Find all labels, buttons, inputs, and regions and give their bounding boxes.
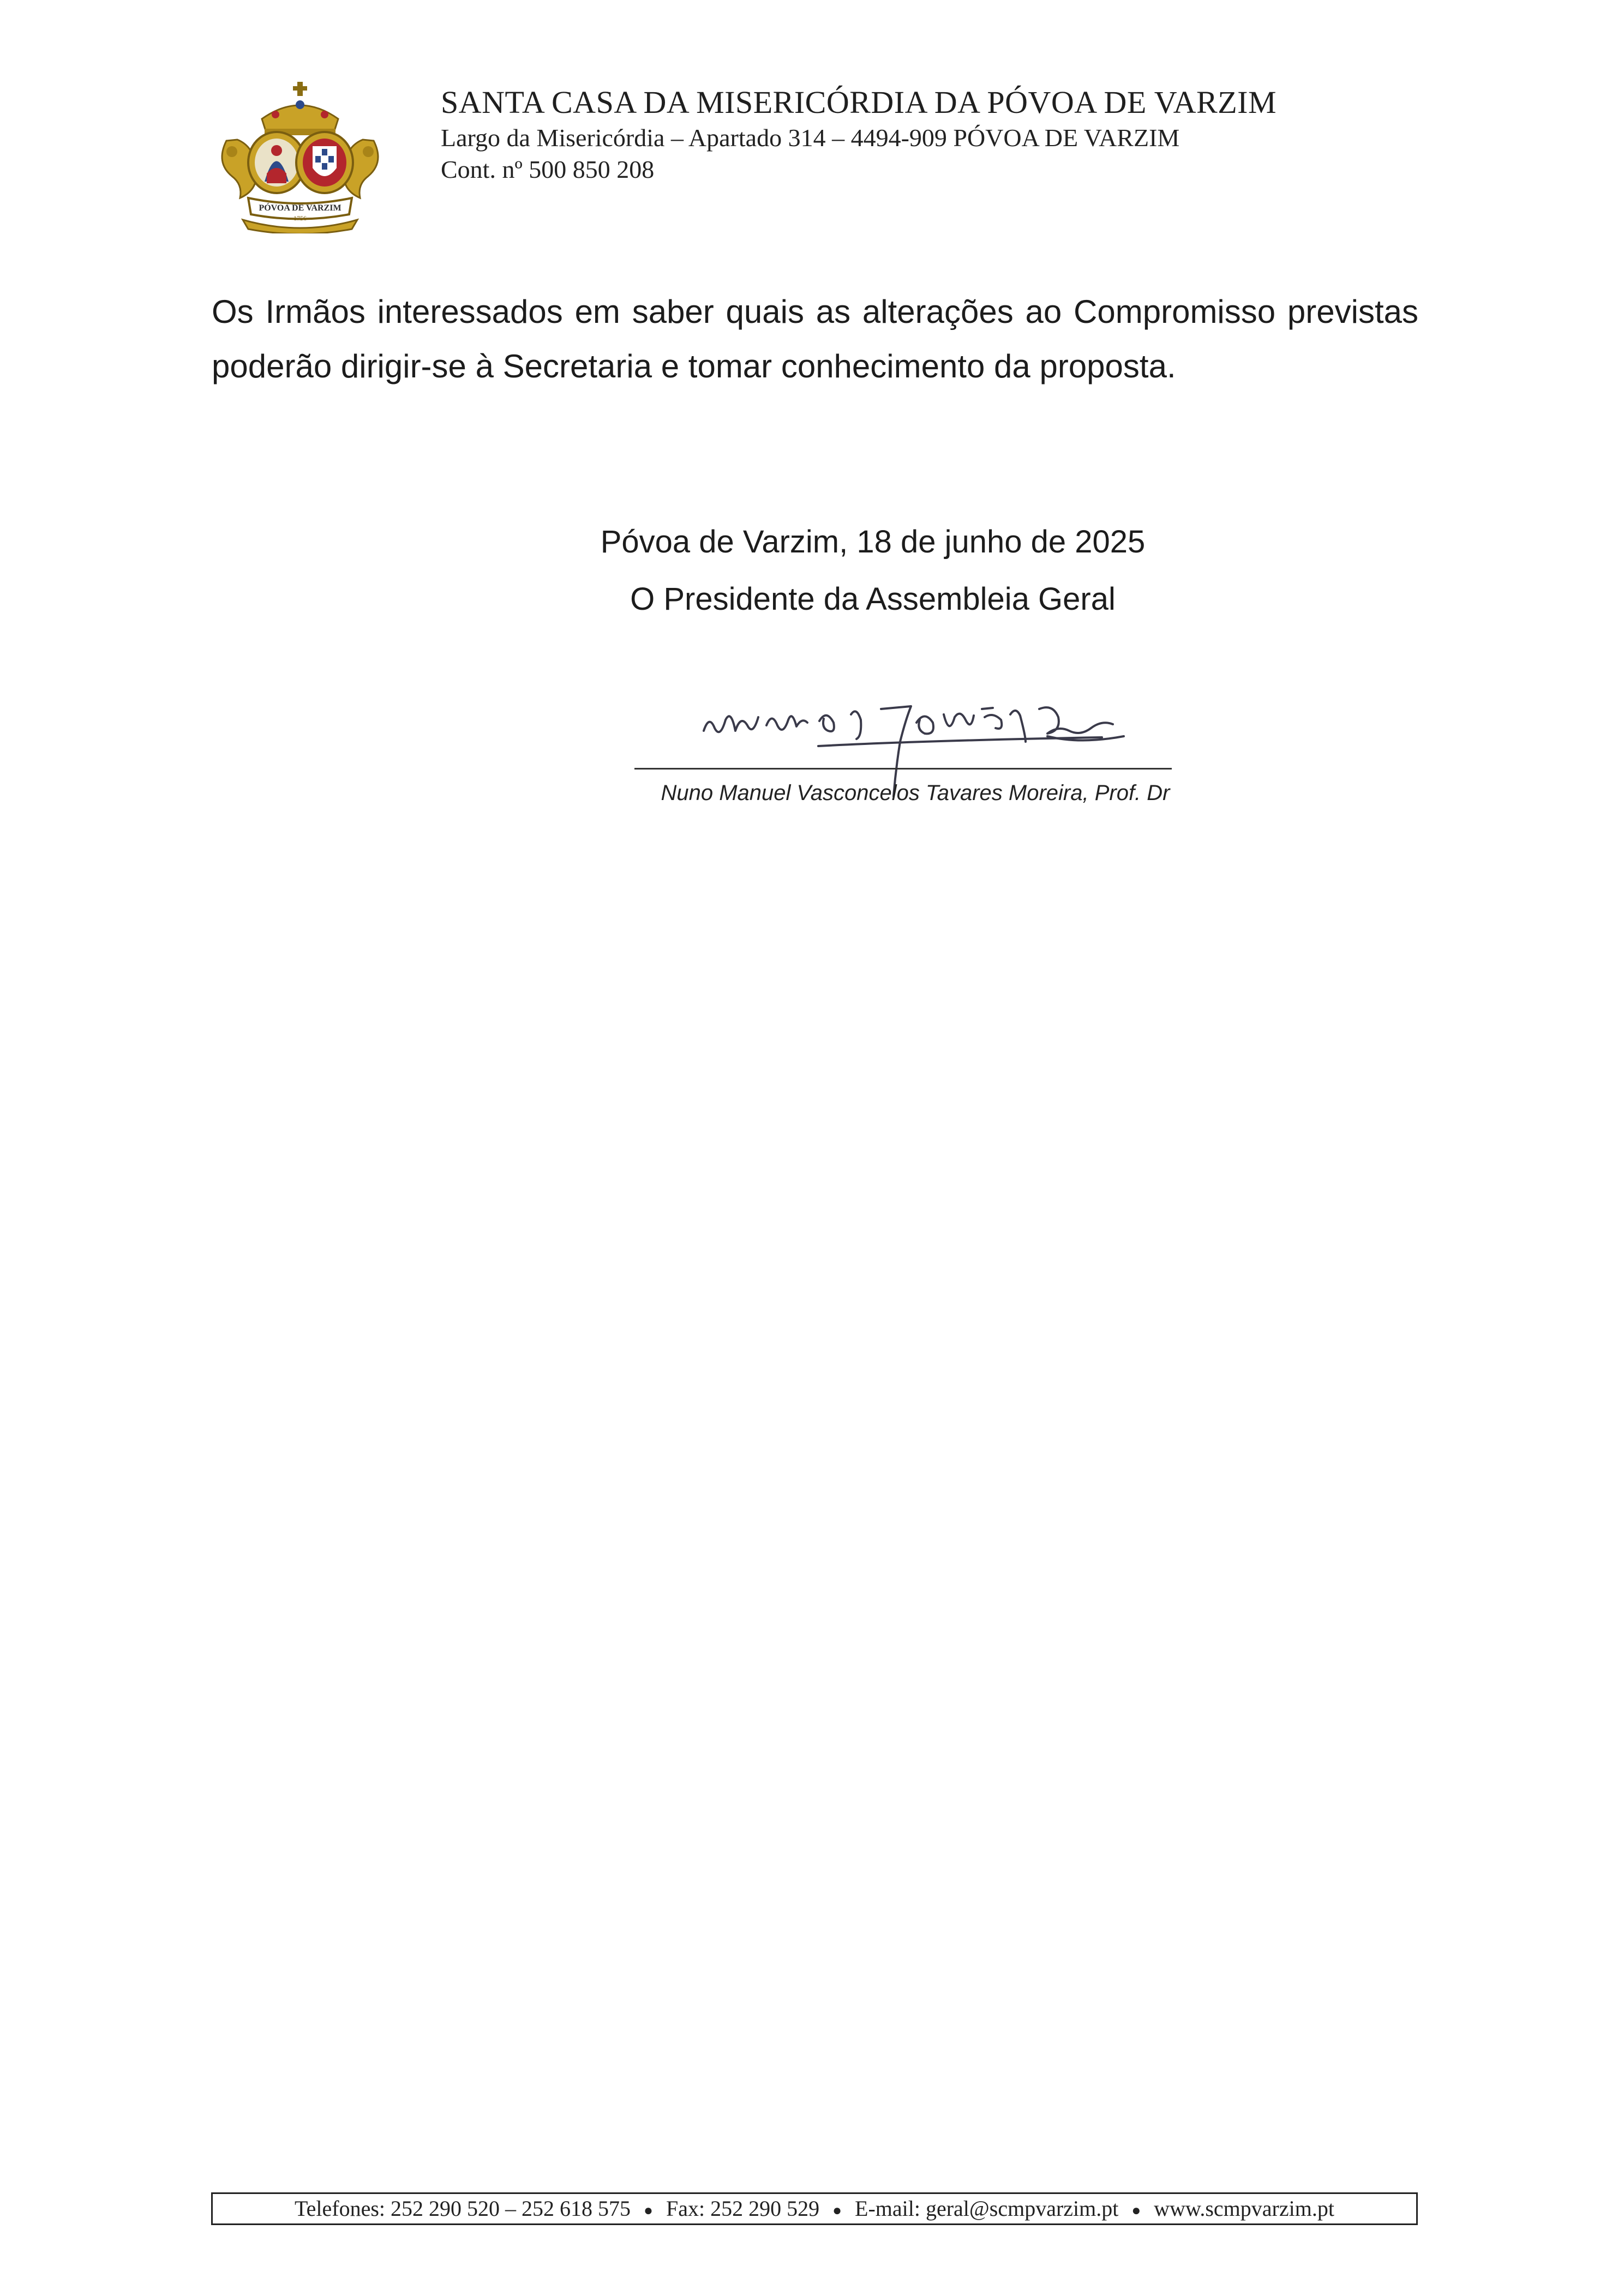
crest-year-text: 1756 xyxy=(293,214,307,222)
bullet-icon: ● xyxy=(644,2202,653,2219)
signature-line xyxy=(634,768,1172,770)
letterhead xyxy=(441,83,1277,185)
footer-email[interactable]: E-mail: geral@scmpvarzim.pt xyxy=(855,2196,1119,2221)
footer-phones: Telefones: 252 290 520 – 252 618 575 xyxy=(295,2196,631,2221)
footer-website[interactable]: www.scmpvarzim.pt xyxy=(1154,2196,1334,2221)
bullet-icon: ● xyxy=(832,2202,842,2219)
place-and-date: Póvoa de Varzim, 18 de junho de 2025 xyxy=(600,524,1146,560)
signer-name: Nuno Manuel Vasconcelos Tavares Moreira, Prof. Dr xyxy=(661,781,1170,805)
body-paragraph xyxy=(212,285,1418,394)
footer-fax: Fax: 252 290 529 xyxy=(666,2196,820,2221)
organization-name: SANTA CASA DA MISERICÓRDIA DA PÓVOA DE VARZIM xyxy=(441,85,1277,120)
organization-address: Largo da Misericórdia – Apartado 314 – 4494-909 PÓVOA DE VARZIM xyxy=(441,124,1180,152)
taxpayer-number: Cont. nº 500 850 208 xyxy=(441,155,655,183)
bullet-icon: ● xyxy=(1131,2202,1141,2219)
crest-ribbon-text: PÓVOA DE VARZIM xyxy=(259,203,341,213)
body-line-2: poderão dirigir-se à Secretaria e tomar conhecimento da proposta. xyxy=(212,348,1176,384)
body-line-1: Os Irmãos interessados em saber quais as alterações ao Compromisso previstas xyxy=(212,293,1418,330)
coat-of-arms-logo xyxy=(210,81,390,233)
signer-title: O Presidente da Assembleia Geral xyxy=(630,581,1116,617)
footer-contact-bar xyxy=(211,2192,1418,2225)
